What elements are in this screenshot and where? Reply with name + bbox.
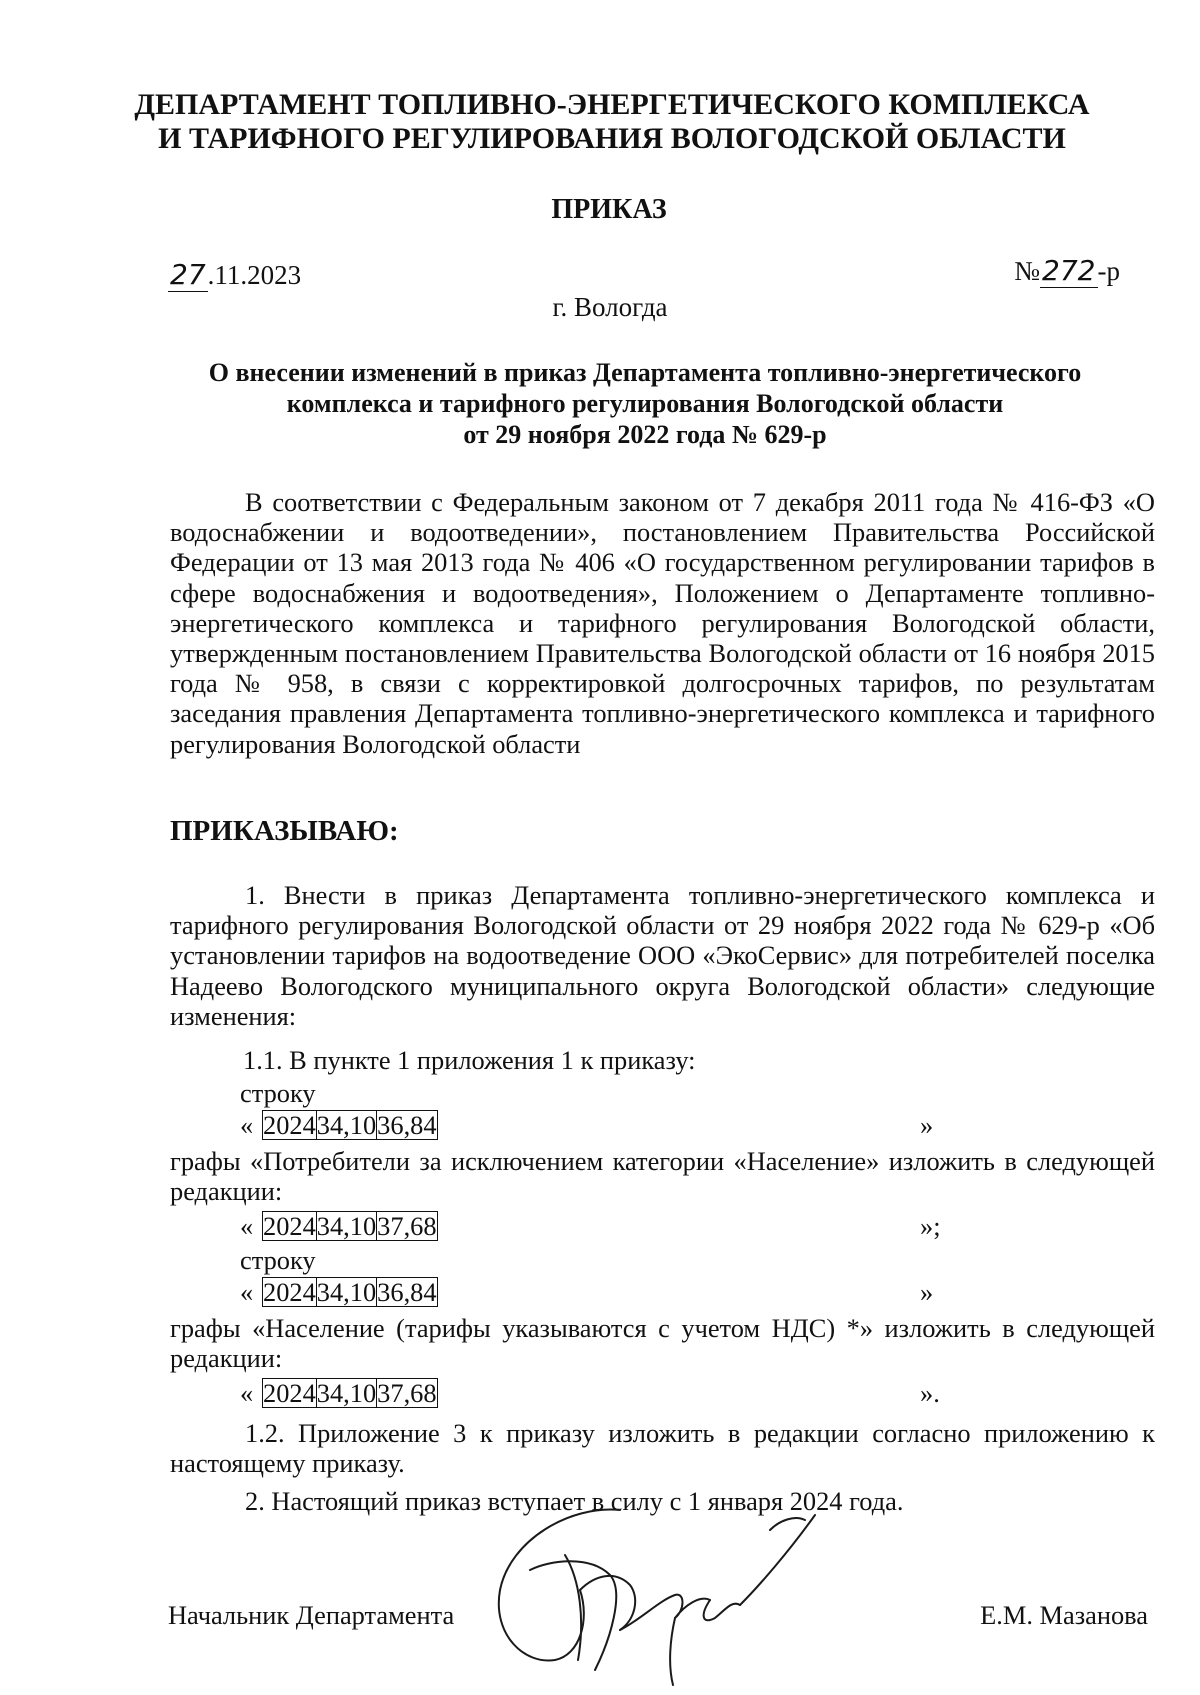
tariff-row-table — [262, 1277, 438, 1307]
cell-year: 2024 — [263, 1378, 316, 1408]
number-suffix: -р — [1097, 256, 1120, 286]
quote-open: « — [240, 1110, 254, 1140]
cell-value-1: 34,10 — [316, 1211, 377, 1241]
document-date — [168, 258, 301, 291]
title-line-3: от 29 ноября 2022 года № 629-р — [463, 420, 827, 449]
cell-value-2: 37,68 — [377, 1378, 437, 1408]
cell-value-1: 34,10 — [316, 1378, 377, 1408]
city: г. Вологда — [552, 292, 668, 322]
date-day-handwritten: 27 — [170, 258, 206, 291]
title-line-1: О внесении изменений в приказ Департамента топливно-энергетического — [208, 358, 1082, 387]
cell-value-1: 34,10 — [316, 1110, 377, 1140]
signatory-position: Начальник Департамента — [168, 1600, 455, 1630]
stroku-label-2: строку — [240, 1245, 316, 1275]
signatory-name: Е.М. Мазанова — [980, 1600, 1148, 1630]
department-line-1: ДЕПАРТАМЕНТ ТОПЛИВНО-ЭНЕРГЕТИЧЕСКОГО КОМПЛЕКСА — [134, 88, 1090, 121]
column-text-2: графы «Население (тарифы указываются с учетом НДС) *» изложить в следующей редакции: — [170, 1313, 1155, 1374]
tariff-row-table — [262, 1378, 438, 1408]
date-rest: .11.2023 — [207, 260, 302, 290]
document-type: ПРИКАЗ — [551, 194, 667, 225]
column-text-1: графы «Потребители за исключением категории «Население» изложить в следующей редакции: — [170, 1146, 1155, 1207]
quote-open: « — [240, 1211, 254, 1241]
preamble-paragraph: В соответствии с Федеральным законом от 7 декабря 2011 года № 416-ФЗ «О водоснабжении и водоотведении», постановлением Правительства Российской Федерации от 13 мая 2013 года № 406 «О государственном регулировании тарифов в сфере водоснабжения и водоотведения», Положением о Департаменте топливно-энергетического комплекса и тарифного регулирования Вологодской области, утвержденным постановлением Правительства Вологодской области от 16 ноября 2015 года № 958, в связи с корректировкой долгосрочных тарифов, по результатам заседания правления Департамента топливно-энергетического комплекса и тарифного регулирования Вологодской области — [170, 487, 1155, 759]
cell-year: 2024 — [263, 1211, 316, 1241]
item-1-2-paragraph: 1.2. Приложение 3 к приказу изложить в редакции согласно приложению к настоящему приказу. — [170, 1418, 1155, 1479]
quote-open: « — [240, 1378, 254, 1408]
order-word: ПРИКАЗЫВАЮ: — [170, 815, 399, 847]
title-line-2: комплекса и тарифного регулирования Вологодской области — [286, 389, 1004, 418]
item-2-paragraph: 2. Настоящий приказ вступает в силу с 1 января 2024 года. — [245, 1486, 904, 1516]
cell-value-2: 36,84 — [377, 1277, 437, 1307]
quote-close: » — [920, 1110, 934, 1140]
number-handwritten: 272 — [1042, 254, 1096, 287]
tariff-row-table — [262, 1211, 438, 1241]
handwritten-signature — [470, 1500, 850, 1690]
number-prefix: № — [1014, 256, 1041, 286]
document-number — [1014, 254, 1120, 287]
department-name — [0, 88, 1200, 156]
cell-year: 2024 — [263, 1110, 316, 1140]
item-1-1-text: 1.1. В пункте 1 приложения 1 к приказу: — [243, 1045, 696, 1075]
quote-close: »; — [920, 1211, 941, 1241]
department-line-2: И ТАРИФНОГО РЕГУЛИРОВАНИЯ ВОЛОГОДСКОЙ ОБЛАСТИ — [158, 122, 1066, 155]
tariff-row-table — [262, 1110, 438, 1140]
quote-open: « — [240, 1277, 254, 1307]
cell-value-1: 34,10 — [316, 1277, 377, 1307]
quote-close: » — [920, 1277, 934, 1307]
item-1-paragraph: 1. Внести в приказ Департамента топливно-энергетического комплекса и тарифного регулирования Вологодской области от 29 ноября 2022 года № 629-р «Об установлении тарифов на водоотведение ООО «ЭкоСервис» для потребителей поселка Надеево Вологодского муниципального округа Вологодской области» следующие изменения: — [170, 880, 1155, 1031]
cell-value-2: 36,84 — [377, 1110, 437, 1140]
cell-year: 2024 — [263, 1277, 316, 1307]
stroku-label-1: строку — [240, 1078, 316, 1108]
document-title — [150, 357, 1140, 450]
quote-close: ». — [920, 1378, 940, 1408]
cell-value-2: 37,68 — [377, 1211, 437, 1241]
